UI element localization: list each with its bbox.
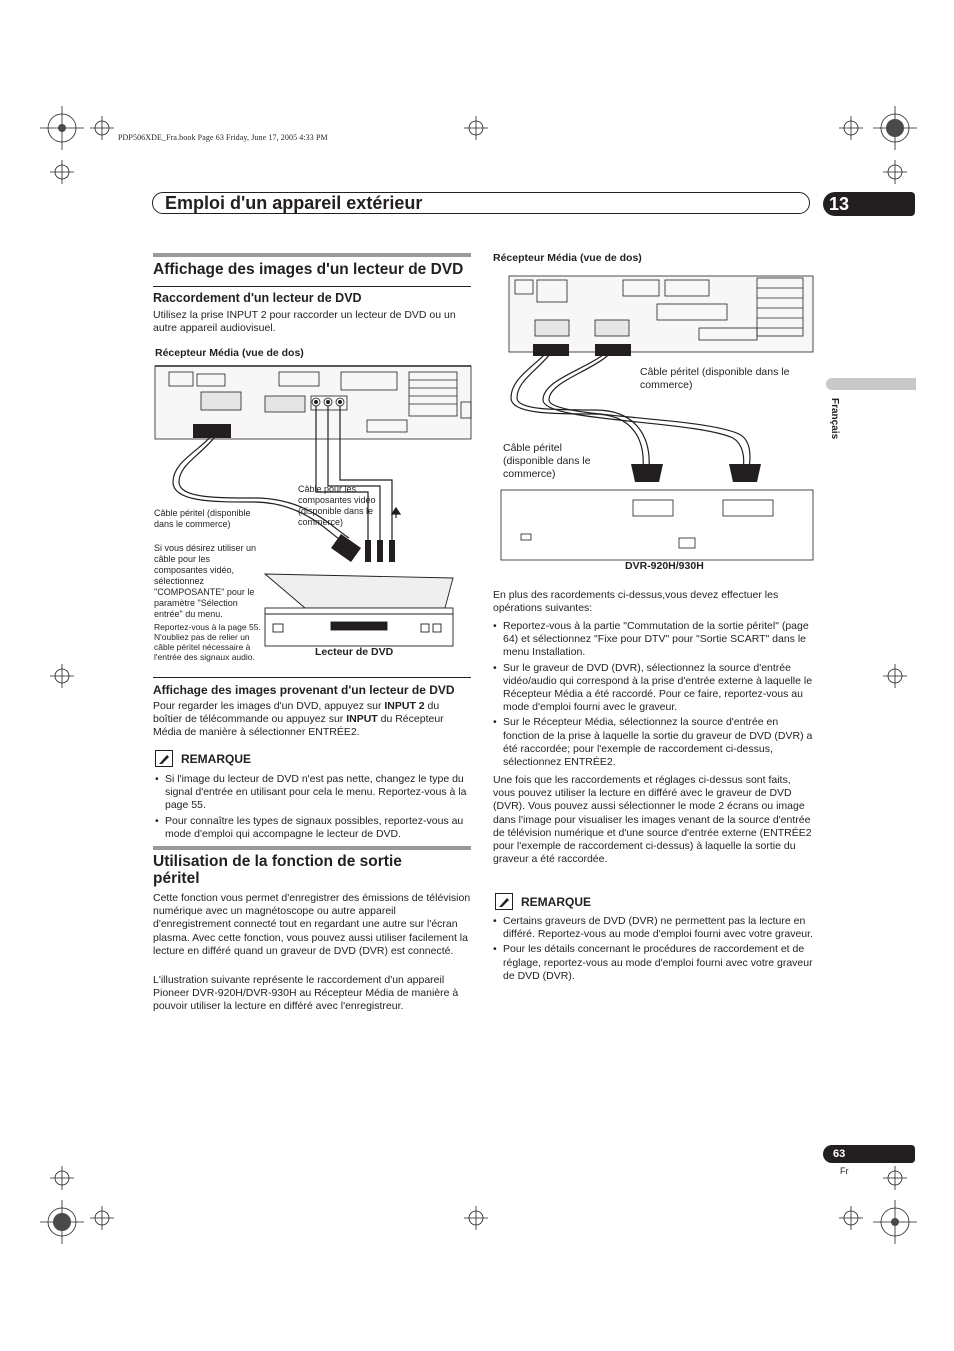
- section-rule: [153, 253, 471, 257]
- language-tab: [826, 378, 916, 390]
- page-language: Fr: [840, 1166, 849, 1176]
- page-number: 63: [823, 1145, 915, 1163]
- book-info-line: PDP506XDE_Fra.book Page 63 Friday, June 17, 2005 4:33 PM: [118, 133, 328, 142]
- paragraph: Cette fonction vous permet d'enregistrer des émissions de télévision numérique avec un magnétoscope ou autre appareil d'enregistrement connecté tout en regardant une autre sur l'écran plasma. Avec cette fonction, vous pouvez aussi utiliser facilement la lecture en différé quand un graveur de DVD (DVR) est connecté.: [153, 892, 471, 957]
- steps-list: [493, 620, 815, 771]
- section-title-scart-line1: Utilisation de la fonction de sortie: [153, 853, 402, 870]
- component-note-2: Reportez-vous à la page 55. N'oubliez pas de relier un câble péritel nécessaire à l'entrée des signaux audio.: [154, 622, 261, 662]
- diagram-caption: Récepteur Média (vue de dos): [493, 252, 642, 264]
- list-item: • Sur le graveur de DVD (DVR), sélectionnez la source d'entrée vidéo/audio qui correspond à la prise d'entrée externe à laquelle le Récepteur Média a été raccordé. Pour ce faire, reportez-vous au mode d'emploi fourni avec le graveur.: [493, 662, 815, 715]
- subsection-title-connect: Raccordement d'un lecteur de DVD: [153, 291, 362, 305]
- subsection-title-display: Affichage des images provenant d'un lecteur de DVD: [153, 683, 455, 697]
- note-list: [493, 915, 815, 985]
- section-title-scart-line2: péritel: [153, 870, 200, 887]
- scart-cable-label-a: Câble péritel (disponible dans le commerce): [640, 366, 790, 392]
- dvd-player-caption: Lecteur de DVD: [315, 646, 394, 658]
- divider: [153, 286, 471, 287]
- note-label: REMARQUE: [521, 895, 592, 909]
- paragraph: L'illustration suivante représente le raccordement d'un appareil Pioneer DVR-920H/DVR-930H au Récepteur Média de manière à pouvoir utiliser la lecture en différé avec l'enregistreur.: [153, 974, 459, 1013]
- chapter-number: 13: [823, 192, 915, 216]
- dvr-connection-diagram: [493, 268, 815, 568]
- paragraph-display: Pour regarder les images d'un DVD, appuyez sur INPUT 2 du boîtier de télécommande ou appuyez sur INPUT du Récepteur Média de manière à sélectionner ENTRÉE2.: [153, 700, 444, 739]
- diagram-caption: Récepteur Média (vue de dos): [155, 347, 304, 359]
- paragraph: Utilisez la prise INPUT 2 pour raccorder un lecteur de DVD ou un autre appareil audiovisuel.: [153, 309, 456, 335]
- list-item: • Sur le Récepteur Média, sélectionnez la source d'entrée en fonction de la prise à laquelle la sortie du graveur de DVD (DVR) a été raccordée; pour l'exemple de raccordement ci-dessus, sélectionnez ENTRÉE2.: [493, 716, 815, 769]
- list-item: • Certains graveurs de DVD (DVR) ne permettent pas la lecture en différé. Reportez-vous au mode d'emploi fourni avec votre graveur.: [493, 915, 815, 941]
- list-item: • Si l'image du lecteur de DVD n'est pas nette, changez le type du signal d'entrée en utilisant pour cela le menu. Reportez-vous à la page 55.: [155, 773, 471, 813]
- note-label: REMARQUE: [181, 752, 252, 766]
- list-item: • Pour les détails concernant le procédures de raccordement et de réglage, reportez-vous au mode d'emploi fourni avec votre graveur de DVD (DVR).: [493, 943, 815, 983]
- note-icon: [155, 750, 173, 767]
- dvr-caption: DVR-920H/930H: [625, 560, 704, 572]
- paragraph-intro: En plus des racordements ci-dessus,vous devez effectuer les opérations suivantes:: [493, 589, 779, 615]
- paragraph-after: Une fois que les raccordements et réglages ci-dessus sont faits, vous pouvez utiliser la lecture en différé avec le graveur de DVD (DVR). Vous pouvez aussi sélectionner le mode 2 écrans ou image dans l'image pour visualiser les images venant de la source d'entrée de télévision numérique et d'une source d'entrée externe (ENTRÉE2 pour l'exemple de raccordement ci-dessus) à laquelle la sortie du graveur a été raccordée.: [493, 774, 812, 866]
- component-note: Si vous désirez utiliser un câble pour les composantes vidéo, sélectionnez "COMPOSANTE" pour le paramètre "Sélection entrée" du menu.: [154, 543, 257, 619]
- scart-cable-label: Câble péritel (disponible dans le commerce): [154, 508, 251, 529]
- chapter-title: Emploi d'un appareil extérieur: [165, 193, 423, 213]
- section-rule: [153, 846, 471, 850]
- component-cable-label: Câble pour les composantes vidéo (disponible dans le commerce): [298, 484, 376, 527]
- section-title-dvd: Affichage des images d'un lecteur de DVD: [153, 261, 464, 278]
- list-item: • Reportez-vous à la partie "Commutation de la sortie péritel" (page 64) et sélectionnez "Fixe pour DTV" pour "Sortie SCART" dans le menu Installation.: [493, 620, 815, 660]
- scart-cable-label-b: Câble péritel (disponible dans le commerce): [503, 442, 591, 481]
- language-label: Français: [829, 398, 840, 440]
- note-icon: [495, 893, 513, 910]
- list-item: • Pour connaître les types de signaux possibles, reportez-vous au mode d'emploi qui accompagne le lecteur de DVD.: [155, 815, 471, 841]
- note-list: [155, 773, 471, 843]
- divider: [153, 677, 471, 678]
